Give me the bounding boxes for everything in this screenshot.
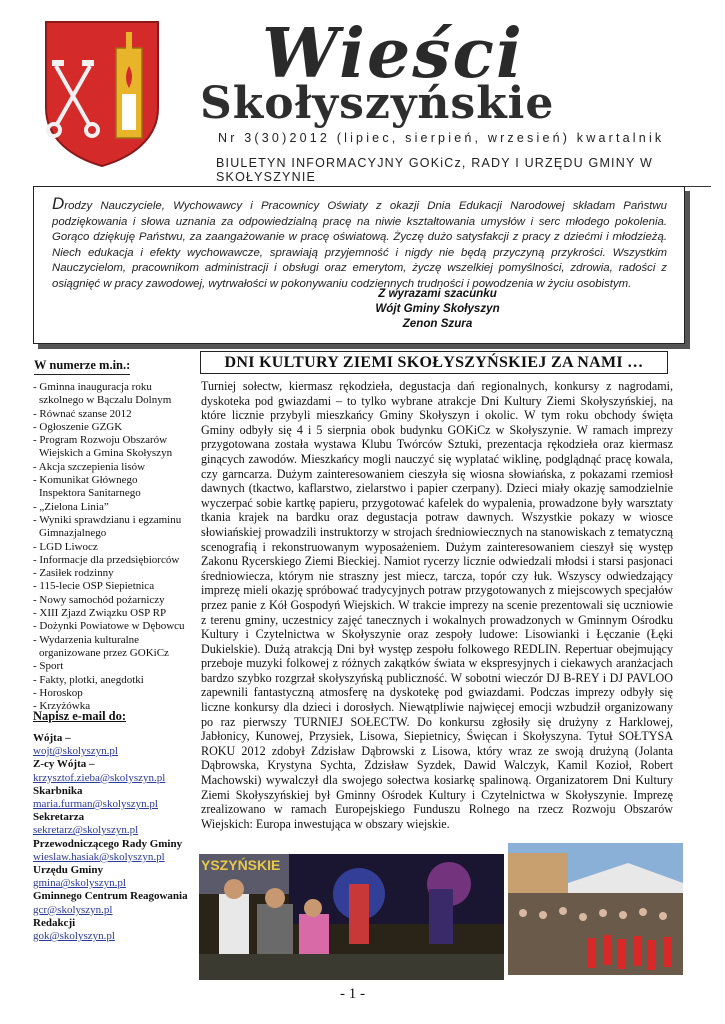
event-photo-crowd	[508, 843, 683, 975]
contents-item: - Krzyżówka	[33, 700, 91, 713]
article-body: Turniej sołectw, kiermasz rękodzieła, degustacja dań regionalnych, konkursy z nagrodami, dyskoteka pod gwiazdami – to tylko wybrane atrakcje Dni Kultury Ziemi Skołyszyńskiej, na które licznie przybyli mieszkańcy Gminy Skołyszyn i okolic. W tym roku obchody święta Gminy odbyły się 4 i 5 sierpnia obok budynku GOKiCz w Skołyszynie. W ramach imprezy przygotowana została wystawa Klubu Twórców Sztuki, prezentacja rękodzieła oraz kiermasz ginących zawodów. Mieszkańcy mogli nauczyć się wyplatać wiklinę, podglądnąć pracę kowala, czy garncarza. Dużym zainteresowaniem cieszyła się wiosna słowiańska, z pokazami rzemiosł dawnych (tkactwo, kaflarstwo, zielarstwo i papier czerpany). Dzieci miały okazję samodzielnie wyczerpać sobie kartkę papieru, przygotować kafelek do wypalenia, prowadzone były warsztaty tkania krajek na bardku oraz degustacja potraw dawnych. Wszystkie pokazy w wiosce słowiańskiej prowadzili instruktorzy w strojach średniowiecznych na stanowiskach z tematyczną scenografią i rekonstruowanym wyposażeniem. Dużym zainteresowaniem cieszył się występ Zakonu Rycerskiego Ziemi Bieckiej. Namiot rycerzy licznie odwiedzali młodsi i starsi pasjonaci średniowiecza, którym nie straszny jest miecz, tarcza, topór czy łuk. Wszyscy odwiedzający imprezę mieli okazję spróbować tradycyjnych potraw przygotowanych z miejscowych specjałów przez panie z Kół Gospodyń Wiejskich. W trakcie imprezy na scenie prezentowali się uczniowie z terenu gminy, uczestnicy zajęć tanecznych i wokalnych prowadzonych w Gminnym Ośrodku Kultury i Czytelnictwa w Skołyszynie oraz zespoły ludowe: Lisowianki i Łęczanie (Łęki Dukielskie). Dużą atrakcją Dni był występ zespołu folkowego REDLIN. Repertuar obejmujący przeboje muzyki folkowej z różnych zakątków świata w ekspresyjnych i ciekawych aranżacjach bardzo szybko rozgrzał skołyszyńską publiczność. W sobotni wieczór DJ B-REY i DJ PAVLOO zapewnili fantastyczną atmosferę na dyskotekę pod gwiazdami. Podczas imprezy odbyły się liczne konkursy dla dzieci i dorosłych. Niewątpliwie najwięcej emocji wzbudził organizowany po raz pierwszy TURNIEJ SOŁECTW. Do konkursu zgłosiły się drużyny z Harklowej, Jabłonicy, Kunowej, Przysiek, Lisowa, Siepietnicy, Święcan i Skołyszyna. Tytuł SOŁTYSA ROKU 2012 zdobył Zdzisław Dąbrowski z Lisowa, który wraz ze swoją drużyną (Jolanta Dąbrowska, Krystyna Sychta, Zdzisław Syzdek, Dawid Walczyk, Kamil Kozioł, Robert Machowski) wywalczył dla swojego sołectwa kosiarkę spalinową. Organizatorem Dni Kultury Ziemi Skołyszyńskiej był Gminny Ośrodek Kultury i Czytelnictwa w Skołyszynie. Imprezę zrealizowano w ramach Europejskiego Funduszu Rolnego na rzecz Rozwoju Obszarów Wiejskich: Europa inwestująca w obszary wiejskie.	[201, 379, 673, 831]
email-link[interactable]: wieslaw.hasiak@skolyszyn.pl	[33, 850, 165, 863]
contents-item: - Dożynki Powiatowe w Dębowcu	[33, 620, 185, 633]
contents-item: - XIII Zjazd Związku OSP RP	[33, 607, 167, 620]
contents-heading: W numerze m.in.:	[34, 358, 130, 375]
signature-line-3: Zenon Szura	[402, 317, 473, 330]
email-role: Z-cy Wójta –	[33, 758, 95, 771]
contents-item: - Horoskop	[33, 686, 83, 699]
greeting-body: rodzy Nauczyciele, Wychowawcy i Pracownicy Oświaty z okazji Dnia Edukacji Narodowej składam Państwu podziękowania i słowa uznania za odpowiedzialną pracę na niwie kształtowania umysłów i serc młodego pokolenia. Gorąco dziękuję Państwu, za zaangażowanie w pracę oświatową. Życzę dużo satysfakcji z pracy z dziećmi i młodzieżą. Niech edukacja i efekty wychowawcze, sprawiają przyjemność i nigdy nie będą przyczyną przykrości. Wszystkim Nauczycielom, pracownikom administracji i obsługi oraz emerytom, życzę wszelkiej pomyślności, zdrowia, radości z osiągnięć w pracy zawodowej, wytrwałości w pokonywaniu codziennych trudności i powodzenia w życiu osobistym.	[52, 200, 667, 290]
contents-item: - Wyniki sprawdzianu i egzaminu	[33, 513, 182, 526]
email-link[interactable]: gok@skolyszyn.pl	[33, 930, 115, 943]
contents-item: - LGD Liwocz	[33, 540, 98, 553]
drop-cap: D	[52, 194, 65, 213]
signature-line-1: Z wyrazami szacunku	[378, 287, 497, 300]
article-title: DNI KULTURY ZIEMI SKOŁYSZYŃSKIEJ ZA NAMI …	[200, 351, 668, 374]
signature-line-2: Wójt Gminy Skołyszyn	[375, 302, 500, 315]
email-role: Gminnego Centrum Reagowania	[33, 890, 188, 903]
contents-item: - Zasiłek rodzinny	[33, 567, 114, 580]
email-link[interactable]: gcr@skolyszyn.pl	[33, 903, 113, 916]
email-role: Przewodniczącego Rady Gminy	[33, 837, 183, 850]
masthead-title: Wieści	[262, 14, 524, 94]
contents-item: organizowane przez GOKiCz	[39, 646, 169, 659]
email-list	[33, 732, 198, 943]
contents-item: - Komunikat Głównego	[33, 474, 138, 487]
contents-item: - Program Rozwoju Obszarów	[33, 434, 168, 447]
event-photo-stage	[199, 854, 504, 980]
masthead-subtitle: Skołyszyńskie	[200, 78, 555, 129]
email-link[interactable]: gmina@skolyszyn.pl	[33, 877, 126, 890]
contents-item: - Akcja szczepienia lisów	[33, 460, 146, 473]
contents-item: Gimnazjalnego	[39, 527, 107, 540]
contents-list	[33, 381, 193, 713]
page-number: - 1 -	[340, 986, 365, 1002]
email-role: Redakcji	[33, 916, 76, 929]
contents-item: Wiejskich a Gmina Skołyszyn	[39, 447, 173, 460]
email-role: Skarbnika	[33, 784, 83, 797]
contents-item: - Nowy samochód pożarniczy	[33, 593, 165, 606]
contents-item: - Informacje dla przedsiębiorców	[33, 553, 180, 566]
email-role: Sekretarza	[33, 811, 85, 824]
contents-item: - Równać szanse 2012	[33, 407, 132, 420]
email-link[interactable]: wojt@skolyszyn.pl	[33, 745, 118, 758]
email-role: Wójta –	[33, 732, 71, 744]
contents-item: Inspektora Sanitarnego	[39, 487, 141, 500]
contents-item: - „Zielona Linia”	[33, 500, 109, 513]
contents-item: - Gminna inauguracja roku	[33, 381, 152, 393]
contents-item: szkolnego w Bączalu Dolnym	[39, 394, 172, 407]
bulletin-line: BIULETYN INFORMACYJNY GOKiCz, RADY I URZĘDU GMINY W SKOŁYSZYNIE	[216, 156, 711, 187]
signature-block	[360, 286, 515, 331]
email-role: Urzędu Gminy	[33, 864, 103, 877]
email-link[interactable]: maria.furman@skolyszyn.pl	[33, 798, 158, 811]
contents-item: - Wydarzenia kulturalne	[33, 633, 140, 646]
contents-item: - Sport	[33, 660, 64, 673]
email-link[interactable]: krzysztof.zieba@skolyszyn.pl	[33, 771, 166, 784]
contents-item: - Fakty, plotki, anegdotki	[33, 673, 144, 686]
contents-item: - Ogłoszenie GZGK	[33, 420, 123, 433]
contents-item: - 115-lecie OSP Siepietnica	[33, 580, 155, 593]
photo-banner-text: YSZYŃSKIE	[201, 857, 281, 873]
greeting-text	[52, 196, 667, 292]
issue-info: Nr 3(30)2012 (lipiec, sierpień, wrzesień) kwartalnik	[218, 131, 665, 145]
email-heading: Napisz e-mail do:	[33, 709, 127, 723]
coat-of-arms	[42, 18, 162, 168]
email-link[interactable]: sekretarz@skolyszyn.pl	[33, 824, 139, 837]
